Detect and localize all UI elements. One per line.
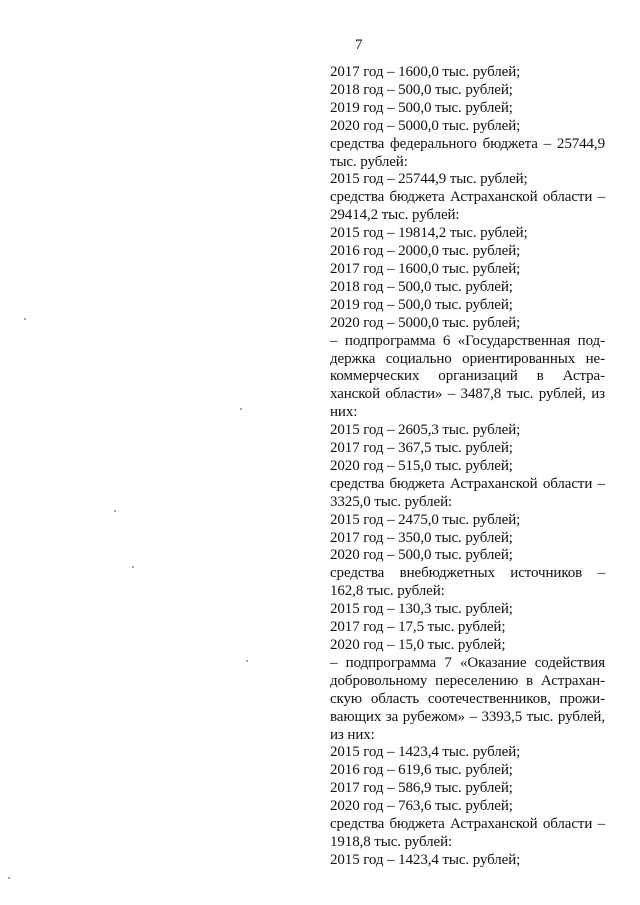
text-line: 29414,2 тыс. рублей: xyxy=(330,207,460,224)
text-line: из них: xyxy=(330,726,375,743)
page-number: 7 xyxy=(355,37,363,53)
text-line: скую область соотечественников, прожи- xyxy=(330,690,605,707)
text-line: 2015 год – 25744,9 тыс. рублей; xyxy=(330,171,528,188)
text-line: 2020 год – 515,0 тыс. рублей; xyxy=(330,457,513,474)
text-line: 2017 год – 1600,0 тыс. рублей; xyxy=(330,64,521,80)
text-line: 2020 год – 15,0 тыс. рублей; xyxy=(330,637,506,653)
text-line: 2015 год – 1423,4 тыс. рублей; xyxy=(330,744,521,761)
text-line: 2017 год – 1600,0 тыс. рублей; xyxy=(330,260,521,277)
text-line: 2015 год – 2605,3 тыс. рублей; xyxy=(330,422,521,439)
scan-speck xyxy=(240,408,242,410)
text-line: 2015 год – 19814,2 тыс. рублей; xyxy=(330,225,528,242)
text-line: 1918,8 тыс. рублей: xyxy=(330,833,453,850)
text-line: – подпрограмма 7 «Оказание содействия xyxy=(330,654,605,671)
text-line: 2019 год – 500,0 тыс. рублей; xyxy=(330,296,513,313)
scan-speck xyxy=(246,660,248,662)
text-line: них: xyxy=(330,404,358,421)
scan-speck xyxy=(114,510,116,512)
text-line: – подпрограмма 6 «Государственная под- xyxy=(330,332,605,349)
text-line: 3325,0 тыс. рублей: xyxy=(330,493,453,510)
text-line: 2017 год – 586,9 тыс. рублей; xyxy=(330,780,513,797)
text-line: коммерческих организаций в Астра- xyxy=(330,368,605,385)
scan-speck xyxy=(8,877,10,879)
text-line: 2015 год – 1423,4 тыс. рублей; xyxy=(330,851,521,868)
text-line: 2017 год – 17,5 тыс. рублей; xyxy=(330,619,506,636)
text-line: 162,8 тыс. рублей: xyxy=(330,583,445,600)
text-line: 2020 год – 763,6 тыс. рублей; xyxy=(330,798,513,815)
text-line: средства бюджета Астраханской области – xyxy=(330,475,605,492)
scan-speck xyxy=(132,566,134,568)
text-line: 2016 год – 619,6 тыс. рублей; xyxy=(330,762,513,779)
text-line: 2019 год – 500,0 тыс. рублей; xyxy=(330,99,513,116)
text-line: средства федерального бюджета – 25744,9 xyxy=(330,135,605,152)
text-line: вающих за рубежом» – 3393,5 тыс. рублей, xyxy=(330,708,605,725)
text-line: 2020 год – 5000,0 тыс. рублей; xyxy=(330,117,521,134)
text-line: 2017 год – 367,5 тыс. рублей; xyxy=(330,440,513,457)
text-column xyxy=(330,64,605,870)
text-line: 2018 год – 500,0 тыс. рублей; xyxy=(330,81,513,98)
text-line: 2017 год – 350,0 тыс. рублей; xyxy=(330,529,513,546)
text-line: 2018 год – 500,0 тыс. рублей; xyxy=(330,278,513,295)
text-line: 2015 год – 130,3 тыс. рублей; xyxy=(330,601,513,618)
text-line: 2016 год – 2000,0 тыс. рублей; xyxy=(330,243,521,260)
text-line: 2020 год – 500,0 тыс. рублей; xyxy=(330,547,513,564)
text-line: 2015 год – 2475,0 тыс. рублей; xyxy=(330,511,521,528)
text-line: ханской области» – 3487,8 тыс. рублей, из xyxy=(330,386,605,403)
text-line: средства бюджета Астраханской области – xyxy=(330,189,605,206)
text-line: держка социально ориентированных не- xyxy=(330,350,605,367)
text-line: тыс. рублей: xyxy=(330,153,408,170)
text-line: средства внебюджетных источников – xyxy=(330,565,605,582)
scan-speck xyxy=(24,318,26,320)
text-line: добровольному переселению в Астрахан- xyxy=(330,672,605,689)
text-line: 2020 год – 5000,0 тыс. рублей; xyxy=(330,314,521,331)
text-line: средства бюджета Астраханской области – xyxy=(330,816,605,833)
